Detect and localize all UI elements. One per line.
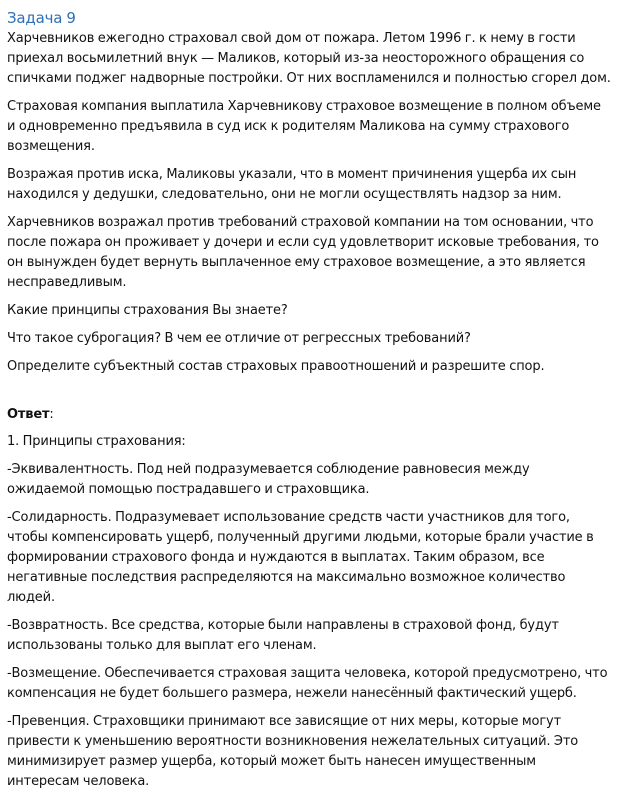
- task-title: Задача 9: [7, 9, 76, 27]
- answer-label: Ответ: [7, 407, 50, 422]
- task-paragraph: Харчевников возражал против требований страховой компании на том основании, что после пожара он проживает у дочери и если суд удовлетворит исковые требования, то он вынужден будет вернуть выплаченное ему страховое возмещение, а это является несправедливым.: [7, 215, 599, 290]
- principle-item: -Возмещение. Обеспечивается страховая защита человека, которой предусмотрено, что компенсация не будет большего размера, нежели нанесённый фактический ущерб.: [7, 666, 608, 701]
- principle-item: -Возвратность. Все средства, которые были направлены в страховой фонд, будут использованы только для выплат его членам.: [7, 618, 559, 653]
- question-text: Что такое суброгация? В чем ее отличие от регрессных требований?: [7, 331, 471, 346]
- blank-line: [7, 385, 611, 405]
- task-paragraph: Возражая против иска, Маликовы указали, что в момент причинения ущерба их сын находился у дедушки, следовательно, они не могли осуществлять надзор за ним.: [7, 167, 577, 202]
- question-text: Какие принципы страхования Вы знаете?: [7, 303, 288, 318]
- task-paragraph: Страховая компания выплатила Харчевникову страховое возмещение в полном объеме и одновременно предъявила в суд иск к родителям Маликова на сумму страхового возмещения.: [7, 99, 601, 154]
- answer-colon: :: [49, 407, 54, 422]
- answer-section-title: 1. Принципы страхования:: [7, 434, 186, 449]
- principle-item: -Превенция. Страховщики принимают все зависящие от них меры, которые могут привести к уменьшению вероятности возникновения нежелательных ситуаций. Это минимизирует размер ущерба, который может быть нанесен имущественным интересам человека.: [7, 714, 579, 789]
- question-text: Определите субъектный состав страховых правоотношений и разрешите спор.: [7, 359, 545, 374]
- answer-heading: [7, 405, 611, 425]
- principle-item: -Эквивалентность. Под ней подразумевается соблюдение равновесия между ожидаемой помощью пострадавшего и страховщика.: [7, 462, 530, 497]
- task-paragraph: Харчевников ежегодно страховал свой дом от пожара. Летом 1996 г. к нему в гости приехал восьмилетний внук — Маликов, который из-за неосторожного обращения со спичками поджег надворные постройки. От них воспламенился и полностью сгорел дом.: [7, 31, 611, 86]
- principle-item: -Солидарность. Подразумевает использование средств части участников для того, чтобы компенсировать ущерб, полученный другими людьми, которые брали участие в формировании страхового фонда и нуждаются в выплатах. Таким образом, все негативные последствия распределяются на максимально возможное количество людей.: [7, 510, 594, 605]
